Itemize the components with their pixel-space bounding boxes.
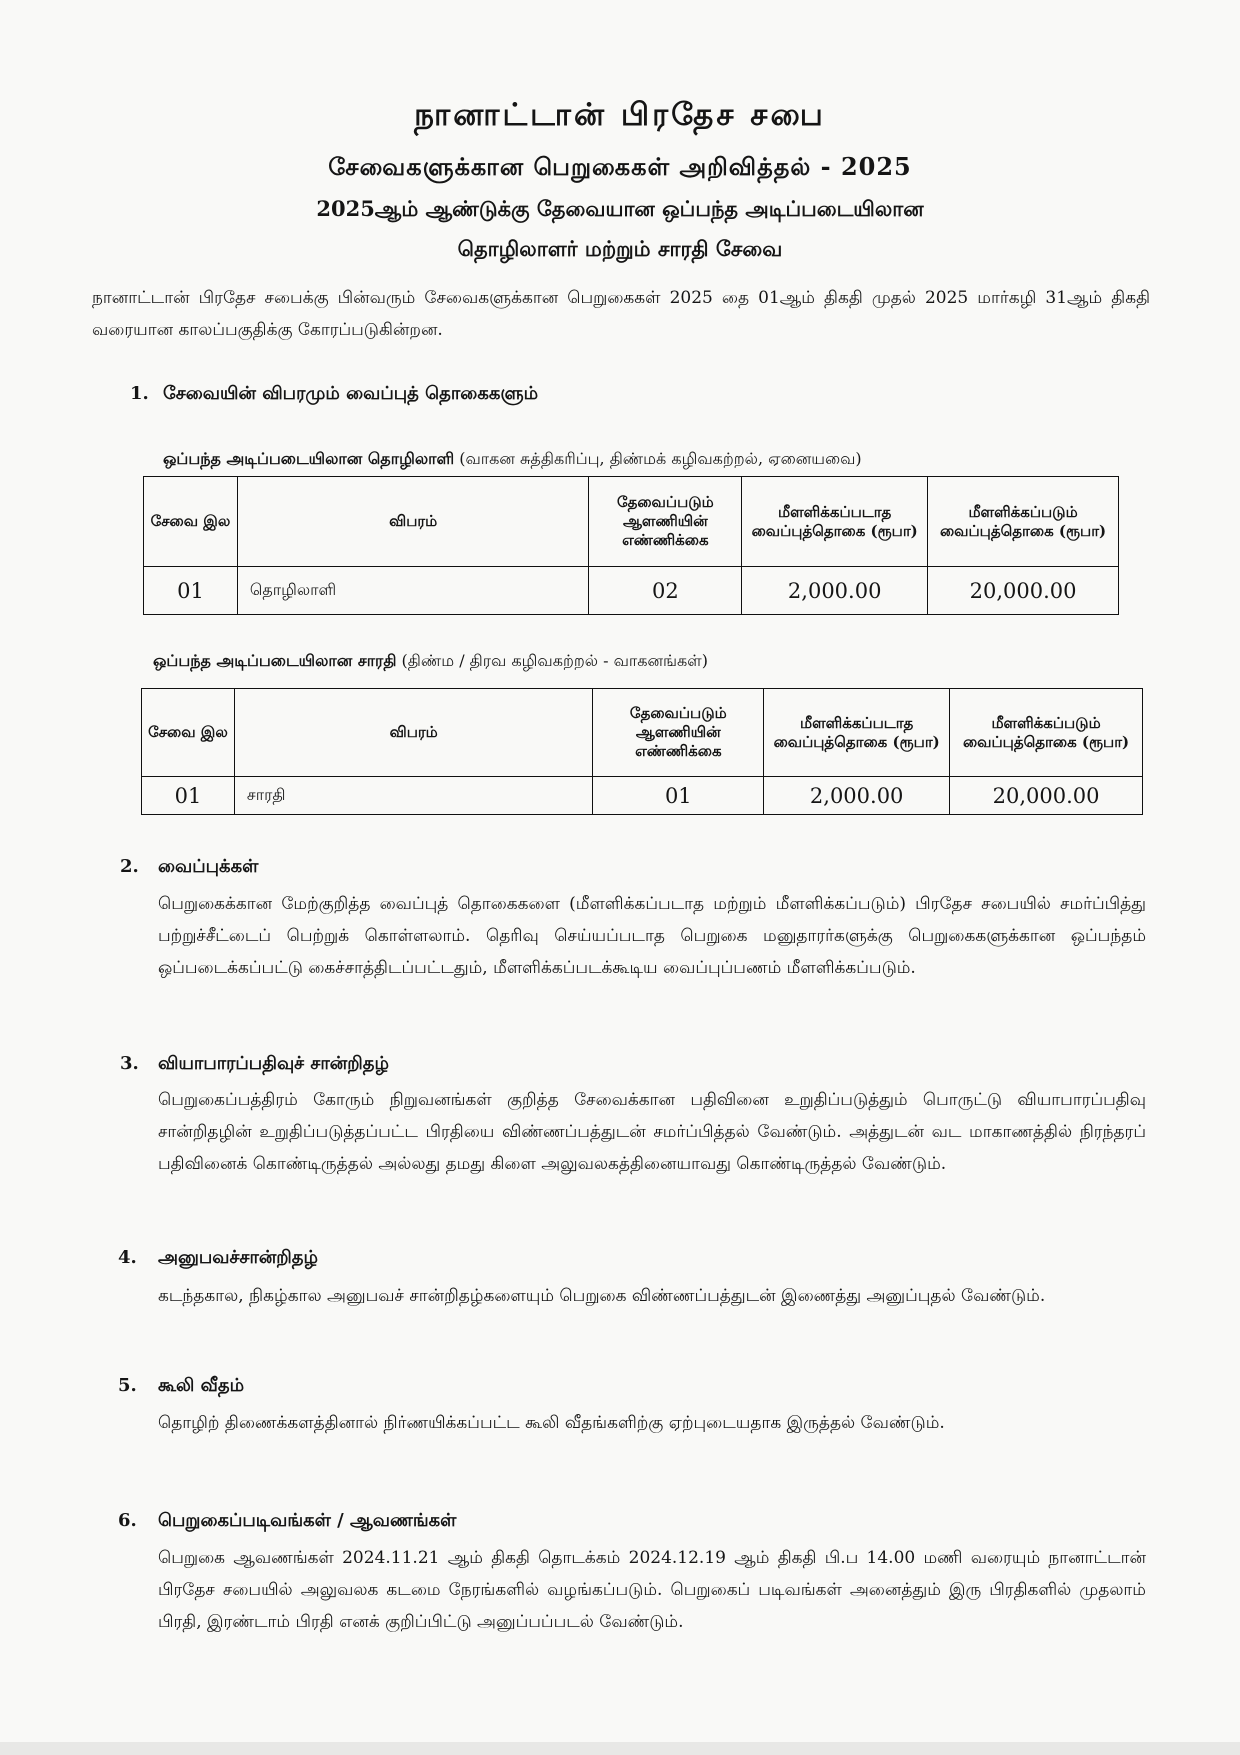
table-1-caption-rest: (வாகன சுத்திகரிப்பு, திண்மக் கழிவகற்றல், ஏனையவை) — [459, 449, 862, 468]
col-service-no: சேவை இல — [142, 689, 235, 777]
section-5-body: தொழிற் திணைக்களத்தினால் நிர்ணயிக்கப்பட்ட கூலி வீதங்களிற்கு ஏற்புடையதாக இருத்தல் வேண்டும். — [158, 1413, 945, 1433]
labourer-table — [143, 476, 1119, 615]
col-service-no: சேவை இல — [144, 477, 238, 567]
section-6-body: பெறுகை ஆவணங்கள் 2024.11.21 ஆம் திகதி தொடக்கம் 2024.12.19 ஆம் திகதி பி.ப 14.00 மணி வரையும் நானாட்டான் பிரதேச சபையில் அலுவலக கடமை நேரங்களில் வழங்கப்படும். பெறுகைப் படிவங்கள் அனைத்தும் இரு பிரதிகளில் முதலாம் பிரதி, இரண்டாம் பிரதி எனக் குறிப்பிட்டு அனுப்பப்படல் வேண்டும். — [158, 1548, 1146, 1632]
col-refundable: மீளளிக்கப்படும் வைப்புத்தொகை (ரூபா) — [950, 689, 1143, 777]
table-2-caption — [153, 651, 708, 672]
section-2-number: 2. — [120, 856, 139, 877]
section-3-number: 3. — [120, 1053, 139, 1074]
col-refundable: மீளளிக்கப்படும் வைப்புத்தொகை (ரூபா) — [928, 477, 1119, 567]
table-1-caption — [163, 449, 862, 470]
cell-refundable: 20,000.00 — [928, 567, 1119, 615]
cell-service-no: 01 — [142, 777, 235, 815]
notice-subtitle-1: 2025ஆம் ஆண்டுக்கு தேவையான ஒப்பந்த அடிப்படையிலான — [316, 196, 924, 221]
section-3-title: வியாபாரப்பதிவுச் சான்றிதழ் — [158, 1053, 389, 1074]
cell-service-no: 01 — [144, 567, 238, 615]
council-title: நானாட்டான் பிரதேச சபை — [414, 97, 826, 133]
section-5-title: கூலி வீதம் — [158, 1375, 245, 1396]
section-2-body: பெறுகைக்கான மேற்குறித்த வைப்புத் தொகைகளை (மீளளிக்கப்படாத மற்றும் மீளளிக்கப்படும்) பிரதேச சபையில் சமர்ப்பித்து பற்றுச்சீட்டைப் பெற்றுக் கொள்ளலாம். தெரிவு செய்யப்படாத பெறுகை மனுதாரர்களுக்கு பெறுகைகளுக்கான ஒப்பந்தம் ஒப்படைக்கப்பட்டு கைச்சாத்திடப்பட்டதும், மீளளிக்கப்படக்கூடிய வைப்புப்பணம் மீளளிக்கப்படும். — [158, 894, 1146, 978]
section-6-number: 6. — [118, 1510, 137, 1531]
section-1-title: சேவையின் விபரமும் வைப்புத் தொகைகளும் — [163, 383, 539, 404]
table-2-caption-bold: ஒப்பந்த அடிப்படையிலான சாரதி — [153, 651, 397, 670]
cell-nonrefundable: 2,000.00 — [742, 567, 928, 615]
table-row — [144, 567, 1119, 615]
table-header-row — [142, 689, 1143, 777]
notice-title: சேவைகளுக்கான பெறுகைகள் அறிவித்தல் - 2025 — [328, 152, 912, 181]
section-3-body: பெறுகைப்பத்திரம் கோரும் நிறுவனங்கள் குறித்த சேவைக்கான பதிவினை உறுதிப்படுத்தும் பொருட்டு வியாபாரப்பதிவு சான்றிதழின் உறுதிப்படுத்தப்பட்ட பிரதியை விண்ணப்பத்துடன் சமர்ப்பித்தல் வேண்டும். அத்துடன் வட மாகாணத்தில் நிரந்தரப் பதிவினைக் கொண்டிருத்தல் அல்லது தமது கிளை அலுவலகத்தினையாவது கொண்டிருத்தல் வேண்டும். — [158, 1090, 1146, 1174]
col-nonrefundable: மீளளிக்கப்படாத வைப்புத்தொகை (ரூபா) — [742, 477, 928, 567]
col-staff: தேவைப்படும் ஆளணியின் எண்ணிக்கை — [589, 477, 742, 567]
driver-table — [141, 688, 1143, 815]
section-6-title: பெறுகைப்படிவங்கள் / ஆவணங்கள் — [158, 1510, 457, 1531]
cell-description: சாரதி — [234, 777, 592, 815]
table-1-caption-bold: ஒப்பந்த அடிப்படையிலான தொழிலாளி — [163, 449, 455, 468]
notice-subtitle-2: தொழிலாளர் மற்றும் சாரதி சேவை — [457, 236, 783, 261]
section-5-number: 5. — [118, 1375, 137, 1396]
section-4-number: 4. — [118, 1247, 137, 1268]
scan-bottom-edge — [0, 1742, 1240, 1755]
section-4-body: கடந்தகால, நிகழ்கால அனுபவச் சான்றிதழ்களையும் பெறுகை விண்ணப்பத்துடன் இணைத்து அனுப்புதல் வேண்டும். — [158, 1286, 1046, 1306]
cell-description: தொழிலாளி — [237, 567, 588, 615]
col-description: விபரம் — [237, 477, 588, 567]
cell-staff: 02 — [589, 567, 742, 615]
col-staff: தேவைப்படும் ஆளணியின் எண்ணிக்கை — [593, 689, 764, 777]
cell-refundable: 20,000.00 — [950, 777, 1143, 815]
intro-paragraph: நானாட்டான் பிரதேச சபைக்கு பின்வரும் சேவைகளுக்கான பெறுகைகள் 2025 தை 01ஆம் திகதி முதல் 2025 மார்கழி 31ஆம் திகதி வரையான காலப்பகுதிக்கு கோரப்படுகின்றன. — [92, 288, 1150, 340]
cell-staff: 01 — [593, 777, 764, 815]
table-2-caption-rest: (திண்ம / திரவ கழிவகற்றல் - வாகனங்கள்) — [401, 651, 708, 670]
section-2-title: வைப்புக்கள் — [158, 856, 259, 877]
section-4-title: அனுபவச்சான்றிதழ் — [158, 1247, 318, 1268]
col-nonrefundable: மீளளிக்கப்படாத வைப்புத்தொகை (ரூபா) — [764, 689, 950, 777]
table-row — [142, 777, 1143, 815]
table-header-row — [144, 477, 1119, 567]
cell-nonrefundable: 2,000.00 — [764, 777, 950, 815]
col-description: விபரம் — [234, 689, 592, 777]
section-1-number: 1. — [130, 383, 149, 404]
